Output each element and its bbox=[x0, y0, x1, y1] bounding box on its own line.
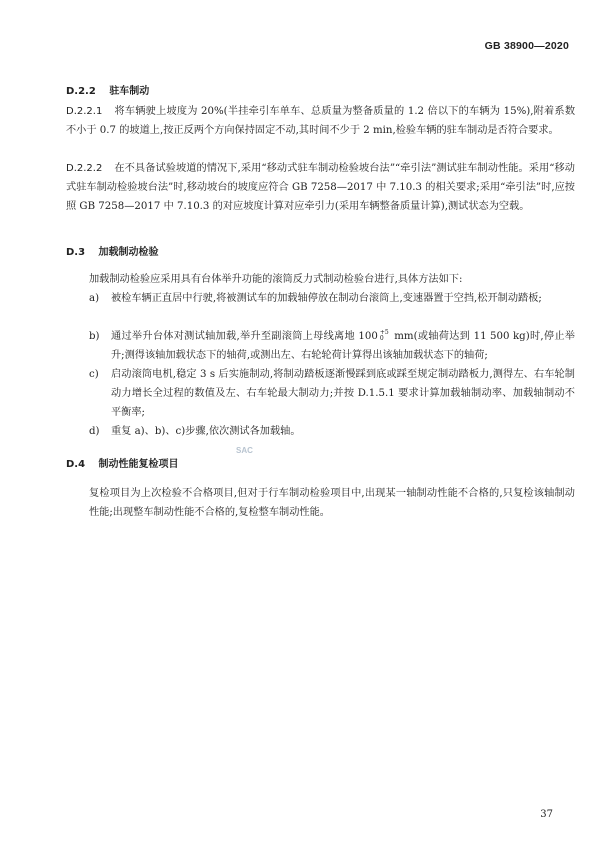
list-item-a bbox=[89, 289, 575, 308]
clause-text: 在不具备试验坡道的情况下,采用“移动式驻车制动检验坡台法”“牵引法”测试驻车制动性能。采用“移动式驻车制动检验坡台法”时,移动坡台的坡度应符合 GB 7258—2017 中 7.10.3 的相关要求;采用“牵引法”时,应按照 GB 7258—2017 中 7.10.3 的对应坡度计算对应牵引力(采用车辆整备质量计算),测试状态为空载。 bbox=[66, 163, 575, 212]
sac-watermark: SAC bbox=[236, 446, 253, 455]
list-item-b bbox=[89, 327, 575, 365]
section-number: D.2.2 bbox=[66, 86, 96, 97]
list-label: d) bbox=[89, 426, 100, 437]
standard-number: GB 38900—2020 bbox=[484, 40, 569, 52]
list-text: 启动滚筒电机,稳定 3 s 后实施制动,将制动踏板逐渐慢踩到底或踩至规定制动踏板力,测得左、右车轮制动力增长全过程的数值及左、右车轮最大制动力;并按 D.1.5.1 要求计算加载轴制动率、加载轴制动不平衡率; bbox=[111, 369, 575, 418]
tolerance-lower: 0 bbox=[379, 335, 384, 342]
d3-intro: 加载制动检验应采用具有台体举升功能的滚筒反力式制动检验台进行,具体方法如下: bbox=[89, 274, 463, 285]
section-heading-d3 bbox=[66, 243, 159, 258]
clause-number: D.2.2.1 bbox=[66, 106, 103, 117]
list-item-c bbox=[89, 365, 575, 422]
tolerance-upper: +5 bbox=[379, 329, 389, 336]
list-text: 通过举升台体对测试轴加载,举升至副滚筒上母线离地 100 +5 0 mm(或轴荷达到 11 500 kg)时,停止举升;测得该轴加载状态下的轴荷,或测出左、右轮轮荷计算得出该轴加载状态下的轴荷; bbox=[111, 329, 575, 361]
clause-number: D.2.2.2 bbox=[66, 163, 103, 174]
section-number: D.4 bbox=[66, 459, 86, 470]
clause-text: 将车辆驶上坡度为 20%(半挂牵引车单车、总质量为整备质量的 1.2 倍以下的车辆为 15%),附着系数不小于 0.7 的坡道上,按正反两个方向保持固定不动,其时间不少于 2 min,检验车辆的驻车制动是否符合要求。 bbox=[66, 106, 575, 136]
section-number: D.3 bbox=[66, 247, 86, 258]
list-text: 被检车辆正直居中行驶,将被测试车的加载轴停放在制动台滚筒上,变速器置于空挡,松开制动踏板; bbox=[111, 293, 542, 304]
page-number: 37 bbox=[540, 809, 553, 820]
clause-d222 bbox=[66, 159, 575, 216]
list-label: b) bbox=[89, 331, 100, 342]
list-label: a) bbox=[89, 293, 100, 304]
d4-paragraph: 复检项目为上次检验不合格项目,但对于行车制动检验项目中,出现某一轴制动性能不合格的,只复检该轴制动性能;出现整车制动性能不合格的,复检整车制动性能。 bbox=[89, 488, 575, 518]
section-heading-d4 bbox=[66, 455, 179, 470]
section-title: 加载制动检验 bbox=[98, 247, 159, 258]
section-heading-d22 bbox=[66, 82, 149, 97]
list-text: 重复 a)、b)、c)步骤,依次测试各加载轴。 bbox=[111, 426, 301, 437]
section-title: 制动性能复检项目 bbox=[98, 459, 179, 470]
list-item-d bbox=[89, 422, 575, 441]
clause-d221 bbox=[66, 102, 575, 140]
list-label: c) bbox=[89, 369, 99, 380]
section-title: 驻车制动 bbox=[109, 86, 150, 97]
